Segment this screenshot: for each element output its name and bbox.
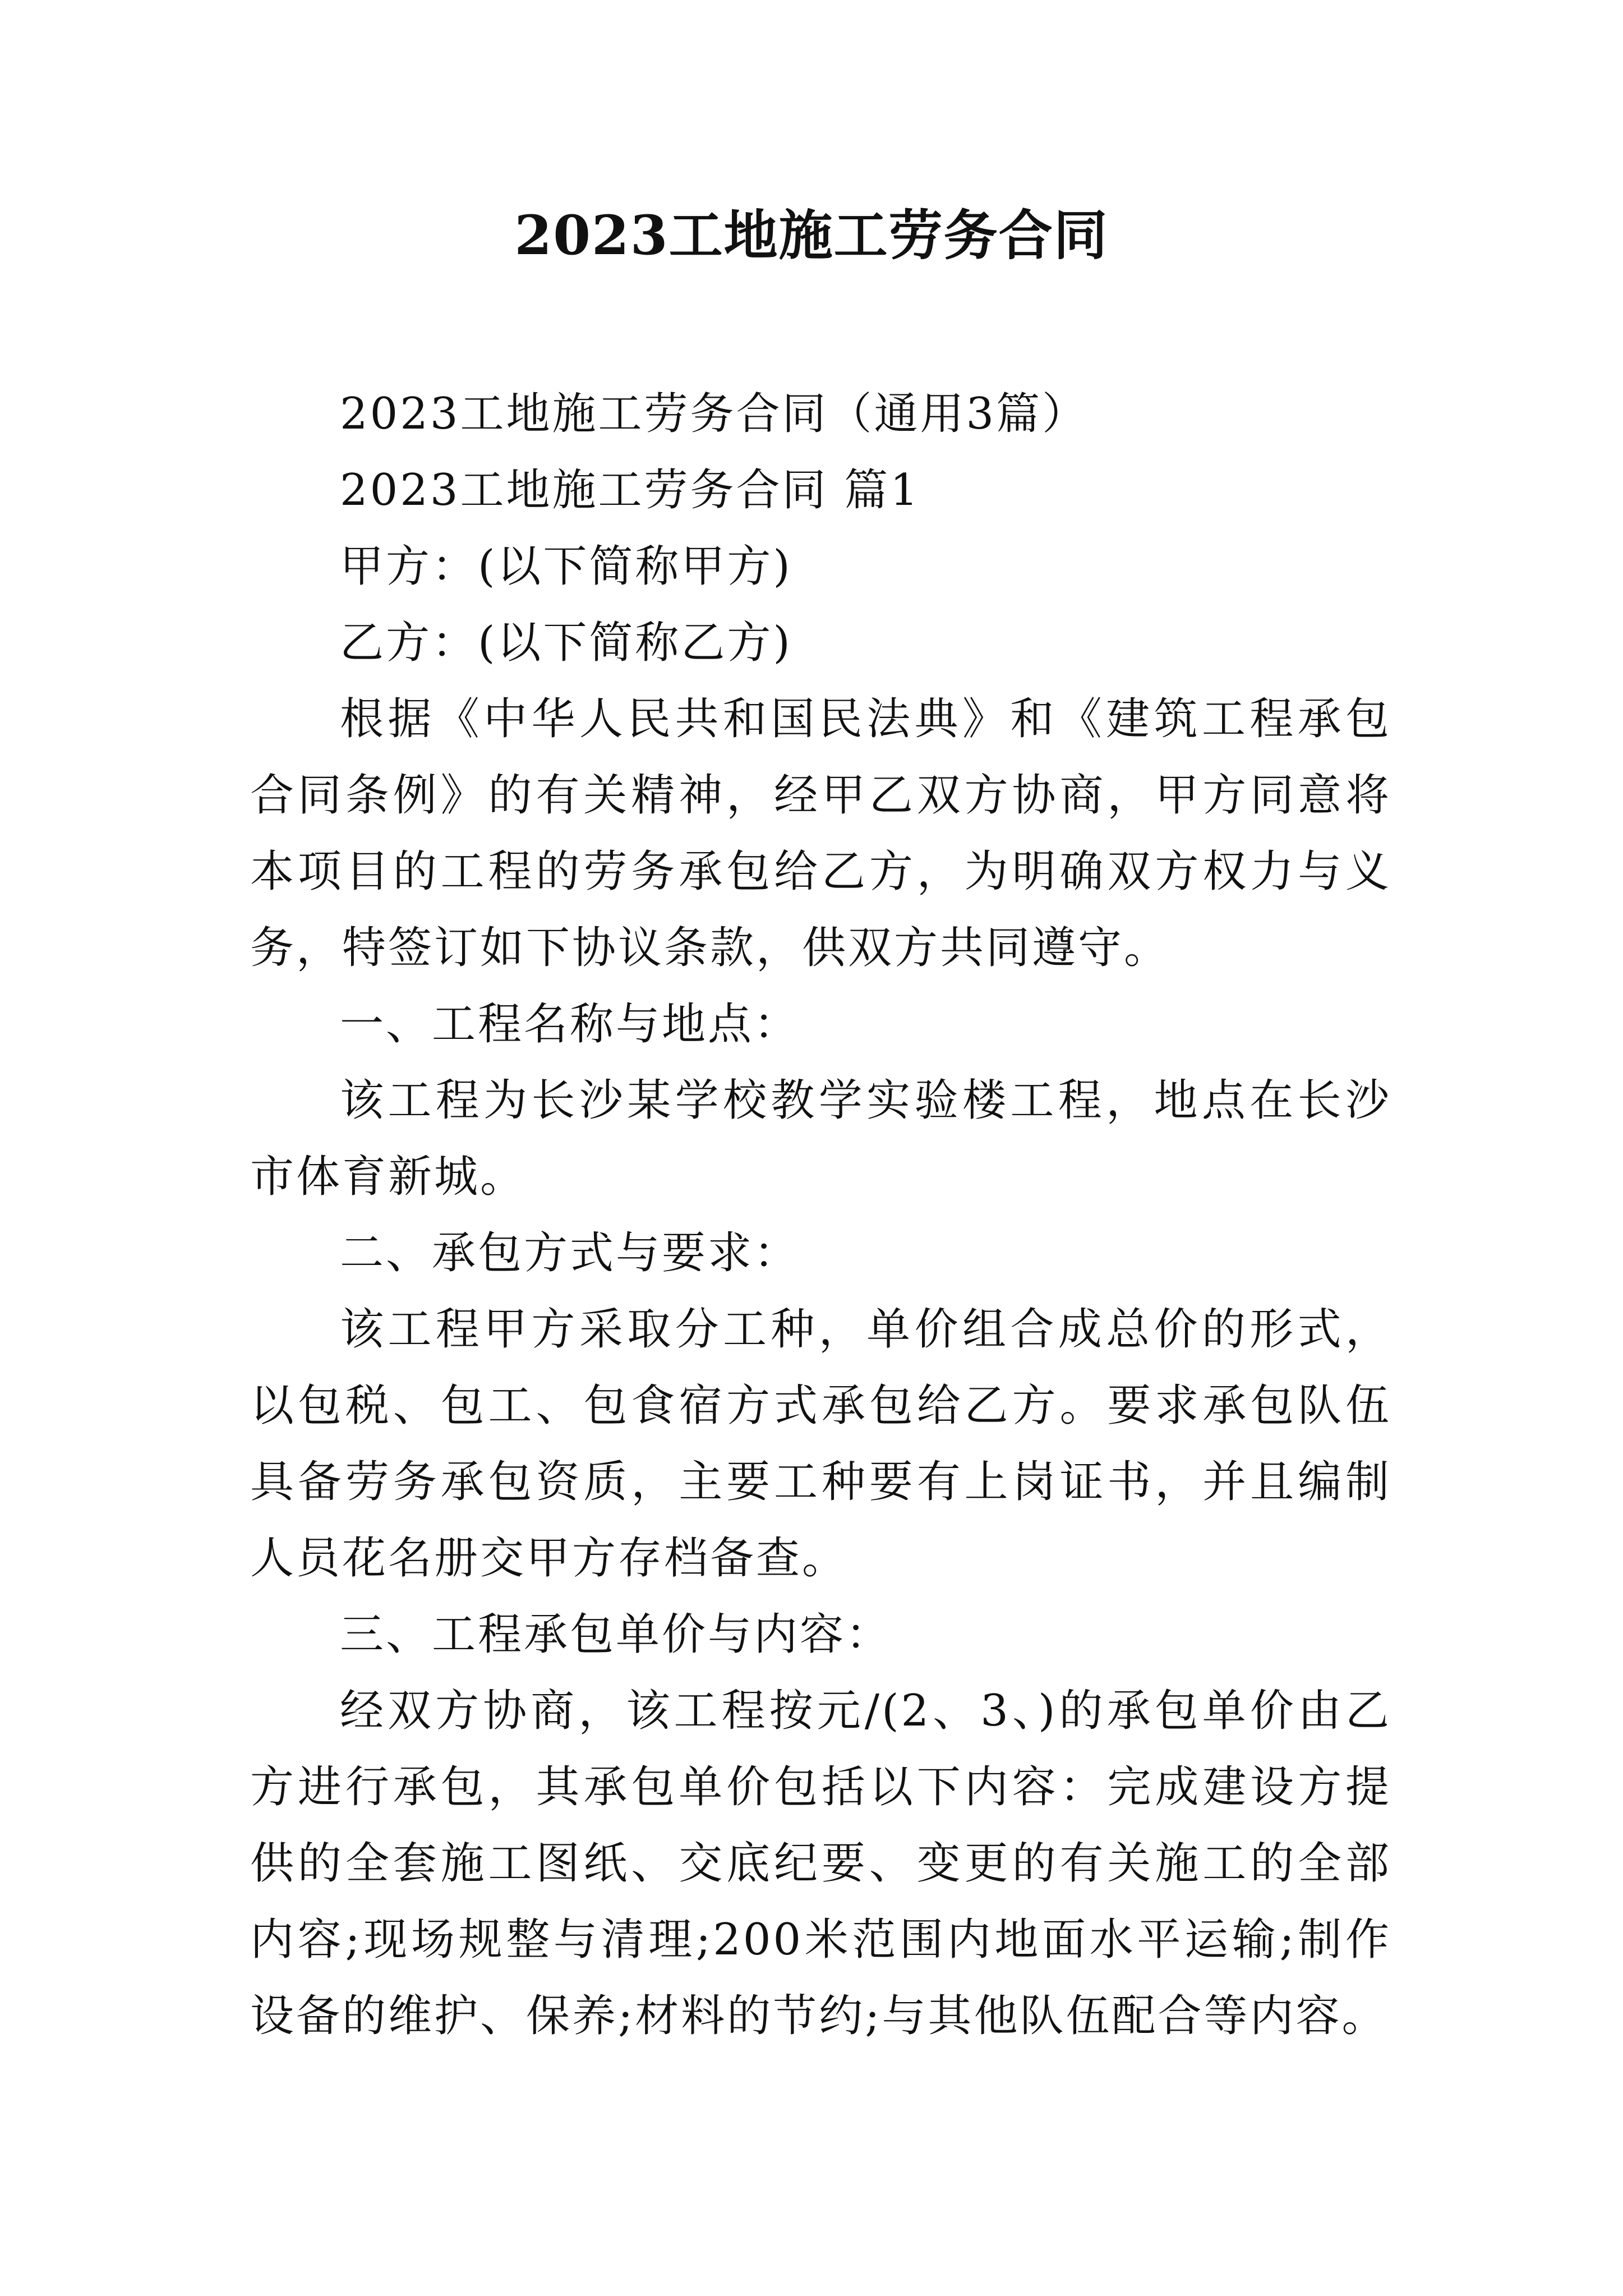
clause-1-heading: 一、工程名称与地点： <box>340 999 800 1050</box>
clause-2-heading: 二、承包方式与要求： <box>340 1228 800 1278</box>
clause-1-body: 该工程为长沙某学校教学实验楼工程，地点在长沙市体育新城。 <box>250 1075 1391 1202</box>
clause-3-body: 经双方协商，该工程按元/(2、3、)的承包单价由乙方进行承包，其承包单价包括以下内容：完成建设方提供的全套施工图纸、交底纪要、变更的有关施工的全部内容;现场规整与清理;200米范围内地面水平运输;制作设备的维护、保养;材料的节约;与其他队伍配合等内容。 <box>250 1686 1391 2041</box>
document-title: 2023工地施工劳务合同 <box>514 204 1109 267</box>
preamble-paragraph: 根据《中华人民共和国民法典》和《建筑工程承包合同条例》的有关精神，经甲乙双方协商，甲方同意将本项目的工程的劳务承包给乙方，为明确双方权力与义务，特签订如下协议条款，供双方共同遵守。 <box>250 694 1391 973</box>
clause-3-heading: 三、工程承包单价与内容： <box>340 1609 892 1660</box>
document-body <box>250 376 1391 2054</box>
section-heading: 2023工地施工劳务合同 篇1 <box>340 465 920 516</box>
subtitle-paragraph: 2023工地施工劳务合同（通用3篇） <box>340 389 1089 439</box>
clause-2-body: 该工程甲方采取分工种，单价组合成总价的形式，以包税、包工、包食宿方式承包给乙方。要求承包队伍具备劳务承包资质，主要工种要有上岗证书，并且编制人员花名册交甲方存档备查。 <box>250 1304 1391 1584</box>
party-a-line: 甲方：(以下简称甲方) <box>340 541 792 592</box>
party-b-line: 乙方：(以下简称乙方) <box>340 618 792 668</box>
